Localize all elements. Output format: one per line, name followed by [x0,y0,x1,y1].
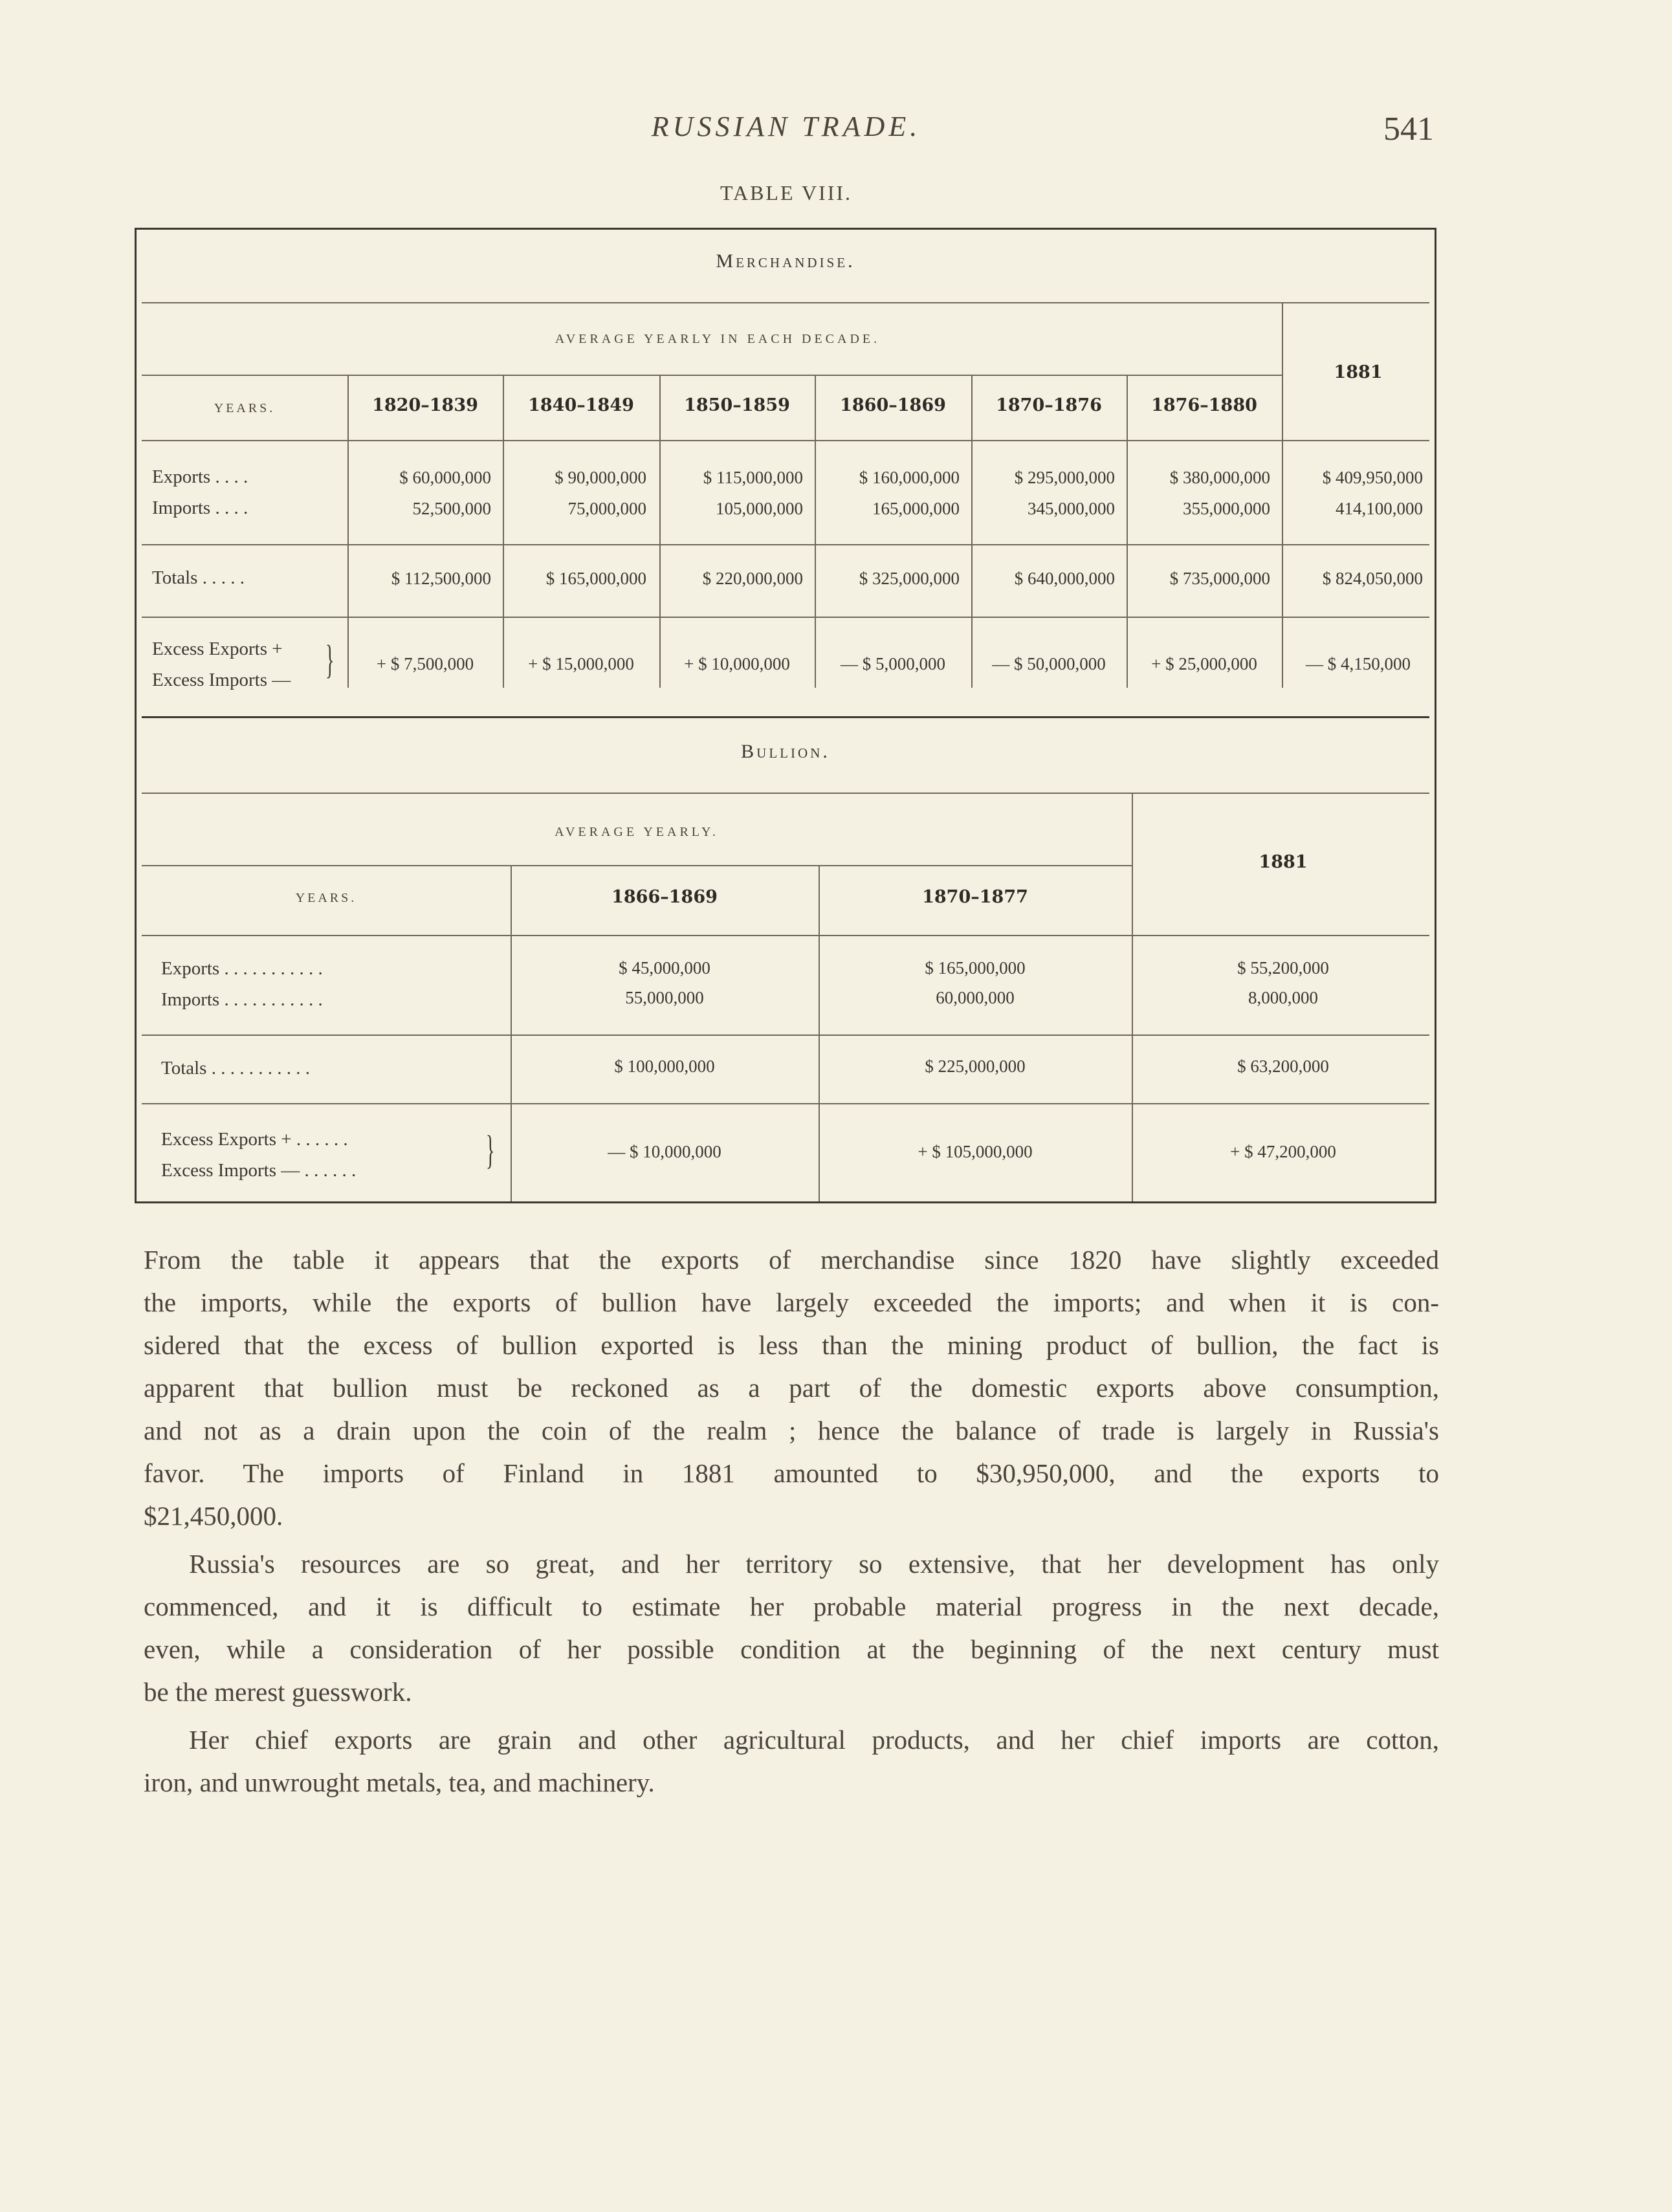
bullion-group-title: AVERAGE YEARLY. [555,825,719,839]
merchandise-totals-value: $ 824,050,000 [1322,569,1423,588]
bullion-imports-value: 60,000,000 [936,988,1015,1007]
bullion-col-1870-1877: 1870–1877 [922,887,1028,907]
divider [503,375,504,688]
bullion-exports-value: $ 45,000,000 [619,958,710,978]
text-line: favor. The imports of Finland in 1881 amounted to $30,950,000, and the exports to [144,1458,1439,1488]
merchandise-exports-value: $ 160,000,000 [859,468,960,487]
merchandise-excess-value: + $ 7,500,000 [376,654,474,673]
brace-icon: } [486,1128,495,1172]
bullion-totals-label: Totals . . . . . . . . . . . [161,1058,310,1079]
merchandise-imports-label: Imports . . . . [152,498,248,518]
merchandise-exports-value: $ 409,950,000 [1322,468,1423,487]
divider [142,375,1282,376]
running-title: RUSSIAN TRADE. [651,111,921,142]
merchandise-imports-value: 165,000,000 [872,499,960,518]
bullion-excess-value: — $ 10,000,000 [608,1142,721,1161]
bullion-imports-label: Imports . . . . . . . . . . . [161,989,323,1010]
merchandise-exports-value: $ 295,000,000 [1014,468,1115,487]
bullion-excess-imports-label: Excess Imports — . . . . . . [161,1160,357,1181]
bullion-excess-value: + $ 47,200,000 [1230,1142,1336,1161]
text-line: Russia's resources are so great, and her territory so extensive, that her development has only [189,1549,1439,1579]
bullion-totals-value: $ 225,000,000 [925,1057,1026,1076]
merchandise-totals-value: $ 735,000,000 [1169,569,1270,588]
merchandise-totals-value: $ 165,000,000 [545,569,646,588]
divider [659,375,661,688]
bullion-excess-exports-label: Excess Exports + . . . . . . [161,1129,348,1150]
bullion-imports-value: 8,000,000 [1248,988,1318,1007]
merchandise-excess-value: + $ 15,000,000 [528,654,634,673]
bullion-excess-value: + $ 105,000,000 [918,1142,1033,1161]
divider [142,716,1429,718]
merchandise-excess-value: — $ 4,150,000 [1306,654,1411,673]
trade-table [135,228,1436,1203]
text-line: iron, and unwrought metals, tea, and machinery. [144,1768,655,1797]
merchandise-col-1860-1869: 1860–1869 [840,395,946,415]
merchandise-years-label: YEARS. [214,401,276,415]
merchandise-excess-imports-label: Excess Imports — [152,670,291,690]
merchandise-excess-exports-label: Excess Exports + [152,639,283,659]
bullion-col-1866-1869: 1866–1869 [611,887,718,907]
text-line: sidered that the excess of bullion exported is less than the mining product of bullion, the fact is [144,1330,1439,1360]
bullion-exports-label: Exports . . . . . . . . . . . [161,958,323,979]
bullion-col-1881: 1881 [1259,852,1308,872]
divider [347,375,349,688]
divider [142,440,1429,441]
merchandise-col-1876-1880: 1876–1880 [1151,395,1257,415]
divider [142,302,1429,303]
bullion-totals-value: $ 100,000,000 [614,1057,715,1076]
merchandise-col-1820-1839: 1820–1839 [372,395,478,415]
merchandise-exports-value: $ 90,000,000 [555,468,646,487]
divider [815,375,816,688]
divider [1127,375,1128,688]
merchandise-excess-value: — $ 5,000,000 [841,654,945,673]
divider [1282,302,1283,688]
text-line: be the merest guesswork. [144,1677,412,1707]
divider [142,1035,1429,1036]
merchandise-imports-value: 52,500,000 [412,499,491,518]
merchandise-group-title: AVERAGE YEARLY IN EACH DECADE. [555,332,881,346]
merchandise-exports-value: $ 60,000,000 [399,468,491,487]
running-head [0,110,1672,155]
merchandise-imports-value: 105,000,000 [716,499,803,518]
divider [142,793,1429,794]
bullion-title: Bullion. [741,741,830,762]
merchandise-totals-value: $ 640,000,000 [1014,569,1115,588]
merchandise-exports-label: Exports . . . . [152,466,248,487]
text-line: commenced, and it is difficult to estimate her probable material progress in the next decade, [144,1592,1439,1621]
merchandise-totals-value: $ 220,000,000 [702,569,803,588]
merchandise-imports-value: 345,000,000 [1028,499,1115,518]
page-number: 541 [1383,111,1434,148]
merchandise-imports-value: 355,000,000 [1183,499,1270,518]
text-line: apparent that bullion must be reckoned as a part of the domestic exports above consumption, [144,1373,1439,1403]
table-caption: TABLE VIII. [720,181,853,204]
merchandise-totals-label: Totals . . . . . [152,567,245,588]
divider [971,375,973,688]
bullion-exports-value: $ 165,000,000 [925,958,1026,978]
merchandise-col-1850-1859: 1850–1859 [684,395,790,415]
text-line: even, while a consideration of her possible condition at the beginning of the next century must [144,1634,1439,1664]
text-line: the imports, while the exports of bullion have largely exceeded the imports; and when it is con- [144,1287,1439,1317]
text-line: $21,450,000. [144,1501,283,1531]
merchandise-exports-value: $ 380,000,000 [1169,468,1270,487]
merchandise-col-1840-1849: 1840–1849 [528,395,634,415]
merchandise-totals-value: $ 325,000,000 [859,569,960,588]
bullion-imports-value: 55,000,000 [625,988,704,1007]
divider [142,617,1429,618]
merchandise-imports-value: 75,000,000 [567,499,646,518]
text-line: Her chief exports are grain and other agricultural products, and her chief imports are cotton, [189,1725,1439,1755]
divider [142,865,1132,866]
bullion-years-label: YEARS. [295,891,357,905]
text-line: and not as a drain upon the coin of the realm ; hence the balance of trade is largely in Russia's [144,1416,1439,1445]
text-line: From the table it appears that the exports of merchandise since 1820 have slightly exceeded [144,1245,1439,1275]
merchandise-excess-value: — $ 50,000,000 [992,654,1106,673]
merchandise-title: Merchandise. [716,250,855,272]
merchandise-imports-value: 414,100,000 [1336,499,1423,518]
merchandise-excess-value: + $ 25,000,000 [1151,654,1257,673]
divider [142,1103,1429,1104]
merchandise-exports-value: $ 115,000,000 [703,468,803,487]
brace-icon: } [325,638,335,682]
bullion-totals-value: $ 63,200,000 [1237,1057,1329,1076]
divider [142,935,1429,936]
merchandise-col-1881: 1881 [1334,362,1383,382]
merchandise-excess-value: + $ 10,000,000 [684,654,790,673]
divider [142,544,1429,545]
merchandise-totals-value: $ 112,500,000 [391,569,491,588]
bullion-exports-value: $ 55,200,000 [1237,958,1329,978]
merchandise-col-1870-1876: 1870–1876 [996,395,1102,415]
